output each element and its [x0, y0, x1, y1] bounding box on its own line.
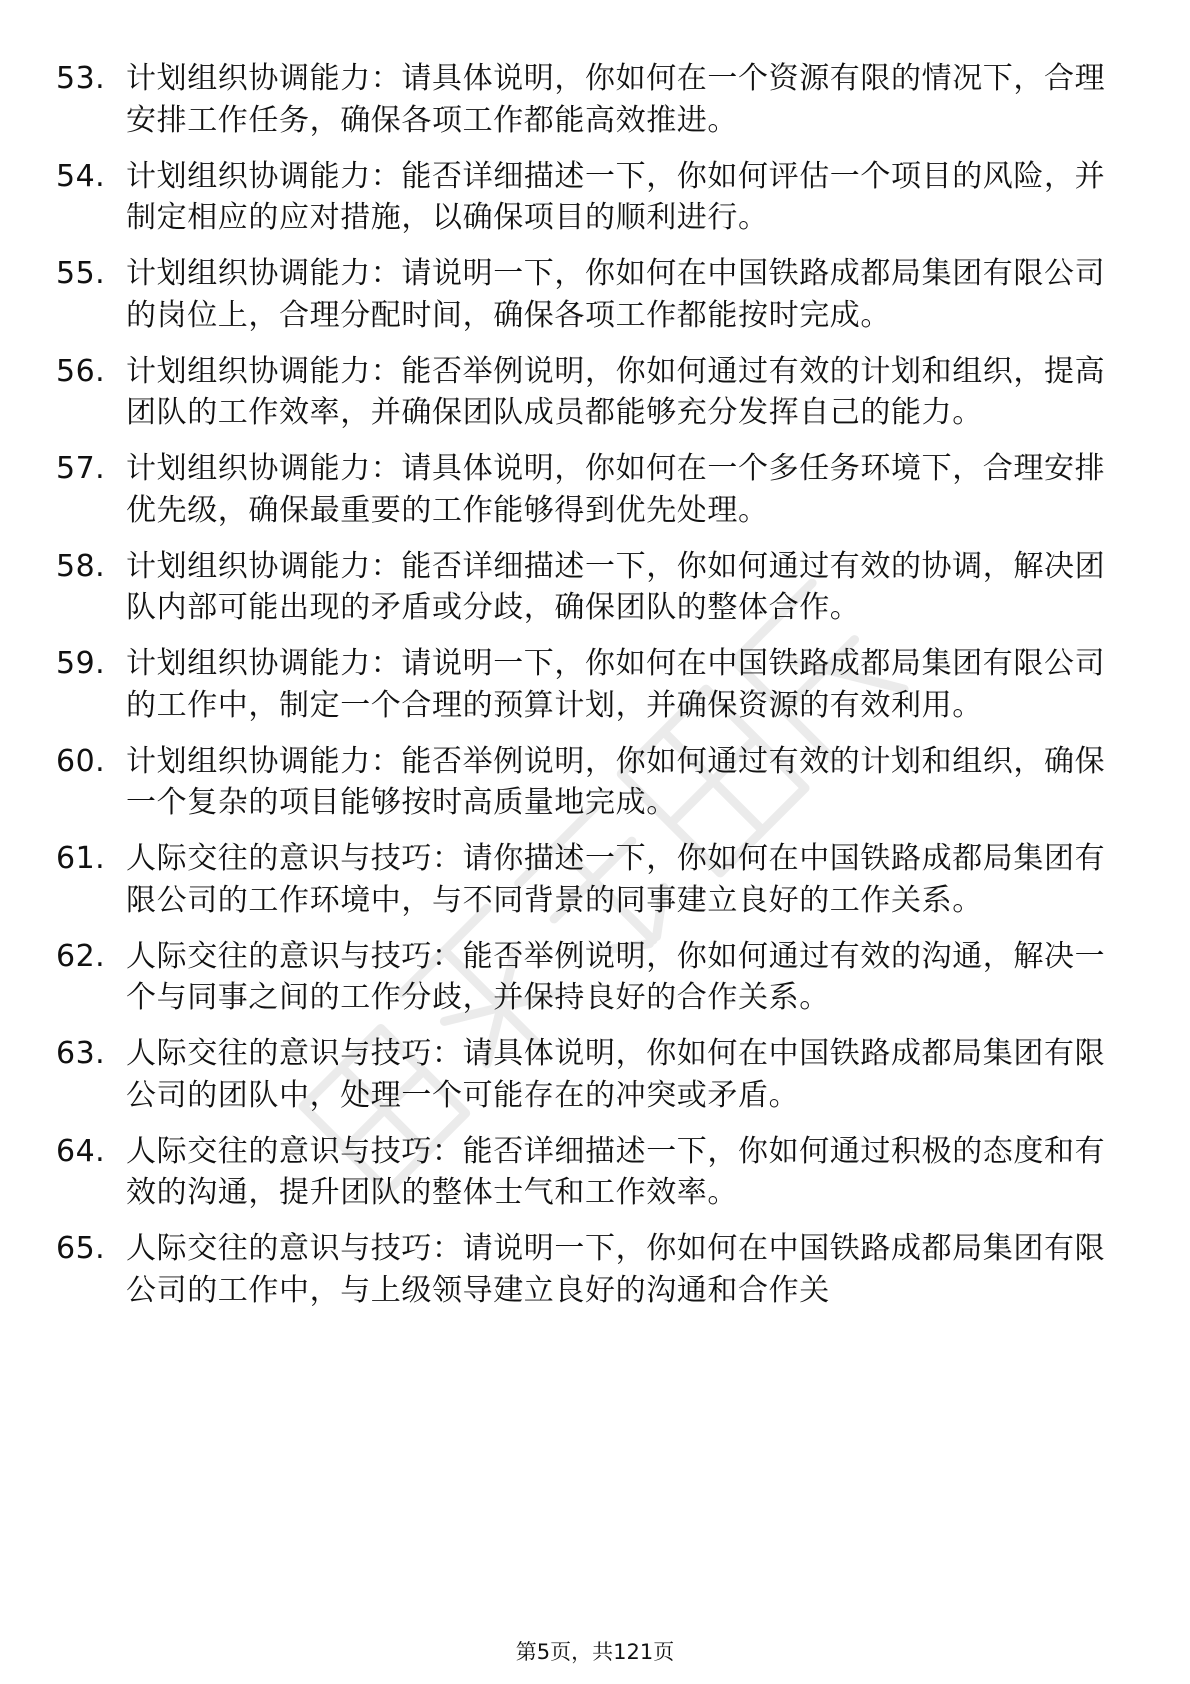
question-item-60 — [0, 741, 1190, 824]
question-number: 65. — [56, 1231, 106, 1266]
question-number: 59. — [56, 646, 106, 681]
question-text: 人际交往的意识与技巧：能否举例说明，你如何通过有效的沟通，解决一个与同事之间的工作分歧，并保持良好的合作关系。 — [126, 938, 1106, 1015]
question-item-58 — [0, 546, 1190, 629]
question-number: 56. — [56, 353, 106, 389]
question-number: 60. — [56, 743, 106, 779]
question-text: 计划组织协调能力：请具体说明，你如何在一个多任务环境下，合理安排优先级，确保最重要的工作能够得到优先处理。 — [126, 451, 1106, 528]
question-item-53 — [0, 58, 1190, 141]
question-text: 计划组织协调能力：能否详细描述一下，你如何通过有效的协调，解决团队内部可能出现的矛盾或分歧，确保团队的整体合作。 — [126, 548, 1106, 625]
question-number: 58. — [56, 548, 106, 584]
question-number: 55. — [56, 256, 106, 291]
question-item-65 — [0, 1228, 1190, 1311]
question-text: 计划组织协调能力：能否举例说明，你如何通过有效的计划和组织，提高团队的工作效率，并确保团队成员都能够充分发挥自己的能力。 — [126, 353, 1106, 430]
question-text: 计划组织协调能力：能否举例说明，你如何通过有效的计划和组织，确保一个复杂的项目能够按时高质量地完成。 — [126, 743, 1106, 820]
question-item-55 — [0, 253, 1190, 336]
question-number: 61. — [56, 841, 106, 876]
question-text: 计划组织协调能力：能否详细描述一下，你如何评估一个项目的风险，并制定相应的应对措施，以确保项目的顺利进行。 — [126, 158, 1106, 235]
question-item-54 — [0, 156, 1190, 239]
question-number: 63. — [56, 1036, 106, 1071]
question-number: 53. — [56, 61, 106, 96]
question-text: 人际交往的意识与技巧：请你描述一下，你如何在中国铁路成都局集团有限公司的工作环境中，与不同背景的同事建立良好的工作关系。 — [126, 841, 1106, 918]
question-item-61 — [0, 838, 1190, 921]
question-text: 计划组织协调能力：请说明一下，你如何在中国铁路成都局集团有限公司的岗位上，合理分配时间，确保各项工作都能按时完成。 — [126, 256, 1106, 333]
question-list — [0, 58, 1190, 1326]
question-number: 57. — [56, 451, 106, 486]
question-item-57 — [0, 448, 1190, 531]
question-text: 计划组织协调能力：请具体说明，你如何在一个资源有限的情况下，合理安排工作任务，确保各项工作都能高效推进。 — [126, 61, 1106, 138]
question-text: 人际交往的意识与技巧：请说明一下，你如何在中国铁路成都局集团有限公司的工作中，与上级领导建立良好的沟通和合作关 — [126, 1231, 1106, 1308]
page-footer: 第5页，共121页 — [515, 1640, 675, 1664]
question-text: 计划组织协调能力：请说明一下，你如何在中国铁路成都局集团有限公司的工作中，制定一个合理的预算计划，并确保资源的有效利用。 — [126, 646, 1106, 723]
question-number: 62. — [56, 938, 106, 974]
question-item-64 — [0, 1131, 1190, 1214]
question-item-63 — [0, 1033, 1190, 1116]
question-number: 54. — [56, 158, 106, 194]
question-text: 人际交往的意识与技巧：能否详细描述一下，你如何通过积极的态度和有效的沟通，提升团队的整体士气和工作效率。 — [126, 1133, 1106, 1210]
question-item-62 — [0, 936, 1190, 1019]
question-text: 人际交往的意识与技巧：请具体说明，你如何在中国铁路成都局集团有限公司的团队中，处理一个可能存在的冲突或矛盾。 — [126, 1036, 1106, 1113]
question-number: 64. — [56, 1133, 106, 1169]
question-item-56 — [0, 351, 1190, 434]
question-item-59 — [0, 643, 1190, 726]
